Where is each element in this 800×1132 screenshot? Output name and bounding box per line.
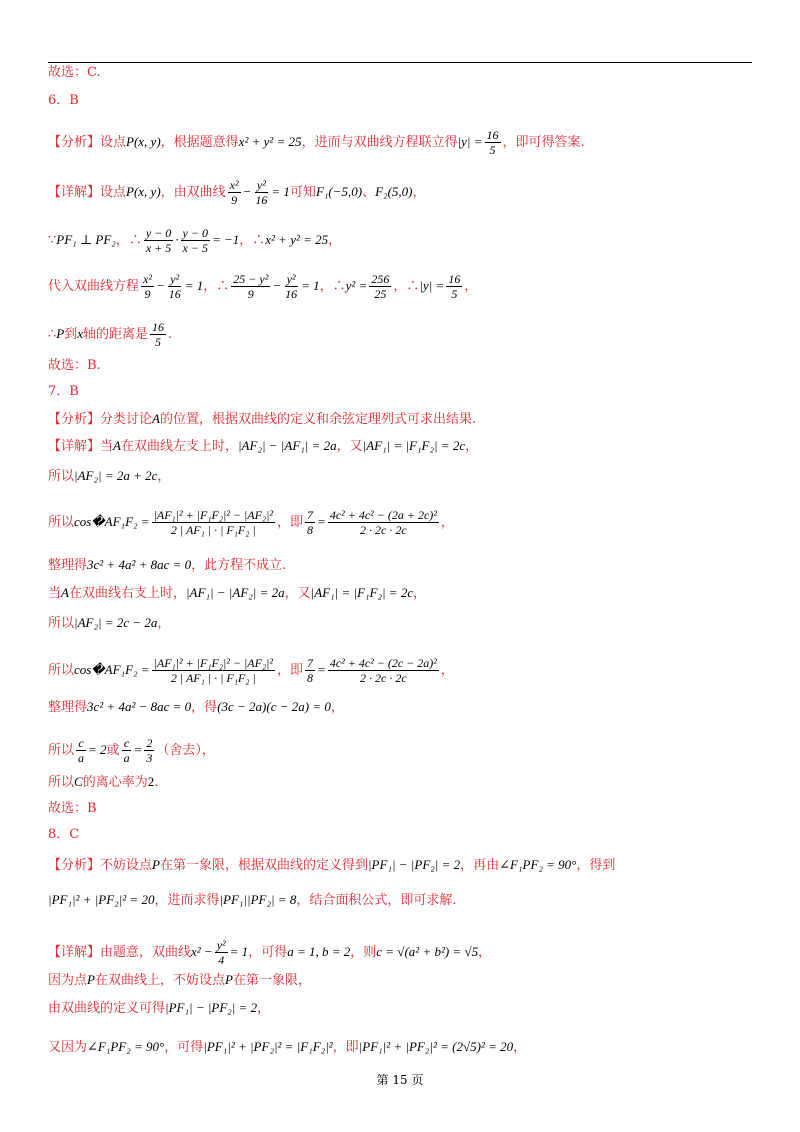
solution-line: 所以 $\frac{c}{a}$ = 2或 $\frac{c}{a}$ = $\frac{2}{3}$ （舍去），: [48, 736, 215, 765]
solution-line: 当A在双曲线右支上时，|AF₁| − |AF₂| = 2a，又|AF₁| = |F₁F₂| = 2c，: [48, 585, 427, 601]
answer-line: 故选：C.: [48, 65, 101, 80]
solution-line: 整理得3c² + 4a² + 8ac = 0，此方程不成立.: [48, 557, 287, 573]
solution-line: 整理得3c² + 4a² − 8ac = 0，得(3c − 2a)(c − 2a) = 0，: [48, 699, 344, 715]
solution-line: ∵PF₁ ⊥ PF₂，∴ $\frac{y - 0}{x + 5}$ · $\frac{y - 0}{x - 5}$ = −1，∴x² + y² = 25，: [48, 226, 342, 255]
solution-line: ∴P到x轴的距离是 $\frac{16}{5}$ .: [48, 320, 173, 349]
question-number: 7．B: [48, 384, 79, 399]
page-number: 第 15 页: [376, 1073, 424, 1087]
analysis-line: 【分析】不妨设点P在第一象限，根据双曲线的定义得到|PF₁| − |PF₂| = 2，再由∠F₁PF₂ = 90°，得到: [48, 857, 616, 873]
solution-line: 由双曲线的定义可得|PF₁| − |PF₂| = 2，: [48, 1000, 271, 1016]
analysis-line: 【分析】分类讨论A的位置，根据双曲线的定义和余弦定理列式可求出结果.: [48, 411, 477, 427]
solution-line: 代入双曲线方程 $\frac{\text{x²}}{9}$ − $\frac{\text{y²}}{16}$ = 1，∴ $\frac{\text{25 − y²}}{9}$ − $\frac{\text{y²}}{16}$ = 1，∴y² = $\frac{256}{25}$ ，∴|y| = $\frac{16}{5}$ ，: [48, 272, 478, 301]
solution-line: 又因为∠F₁PF₂ = 90°，可得|PF₁|² + |PF₂|² = |F₁F₂|²，即|PF₁|² + |PF₂|² = (2√5)² = 20，: [48, 1039, 527, 1055]
solution-line: 所以cos�AF₁F₂ = $\frac{\text{|AF₁|² + |F₁F₂|² − |AF₂|²}}{\text{2 | AF₁ | · | F₁F₂ |}}$ ，即 $\frac{7}{8}$ = $\frac{\text{4c² + 4c² − (2a + 2c)²}}{2 \cdot 2c \cdot 2c}$ ，: [48, 508, 454, 537]
analysis-line: 【分析】设点P(x, y)，根据题意得x² + y² = 25，进而与双曲线方程联立得|y| = $\frac{16}{5}$ ，即可得答案.: [48, 128, 585, 157]
question-number: 8．C: [48, 827, 80, 842]
question-number: 6．B: [48, 93, 79, 108]
solution-line: 【详解】由题意，双曲线x² − $\frac{\text{y²}}{4}$ = 1，可得a = 1, b = 2，则c = √(a² + b²) = √5，: [48, 938, 492, 967]
solution-line: 所以cos�AF₁F₂ = $\frac{\text{|AF₁|² + |F₁F₂|² − |AF₂|²}}{\text{2 | AF₁ | · | F₁F₂ |}}$ ，即 $\frac{7}{8}$ = $\frac{\text{4c² + 4c² − (2c − 2a)²}}{2 \cdot 2c \cdot 2c}$ ，: [48, 656, 454, 685]
solution-line: 所以|AF₂| = 2a + 2c，: [48, 468, 171, 484]
solution-line: 所以C的离心率为2.: [48, 774, 159, 790]
header-rule: [48, 62, 752, 63]
solution-line: 所以|AF₂| = 2c − 2a，: [48, 615, 171, 631]
answer-line: 故选：B.: [48, 358, 101, 373]
analysis-line: |PF₁|² + |PF₂|² = 20，进而求得|PF₁||PF₂| = 8，结合面积公式，即可求解.: [48, 892, 457, 908]
answer-line: 故选：B: [48, 801, 97, 816]
solution-line: 【详解】当A在双曲线左支上时，|AF₂| − |AF₁| = 2a，又|AF₁| = |F₁F₂| = 2c，: [48, 438, 479, 454]
solution-line: 【详解】设点P(x, y)，由双曲线 $\frac{\text{x²}}{9}$ − $\frac{\text{y²}}{16}$ = 1可知F₁(−5,0)、F₂(5,0)，: [48, 178, 426, 207]
solution-line: 因为点P在双曲线上，不妨设点P在第一象限，: [48, 972, 311, 988]
